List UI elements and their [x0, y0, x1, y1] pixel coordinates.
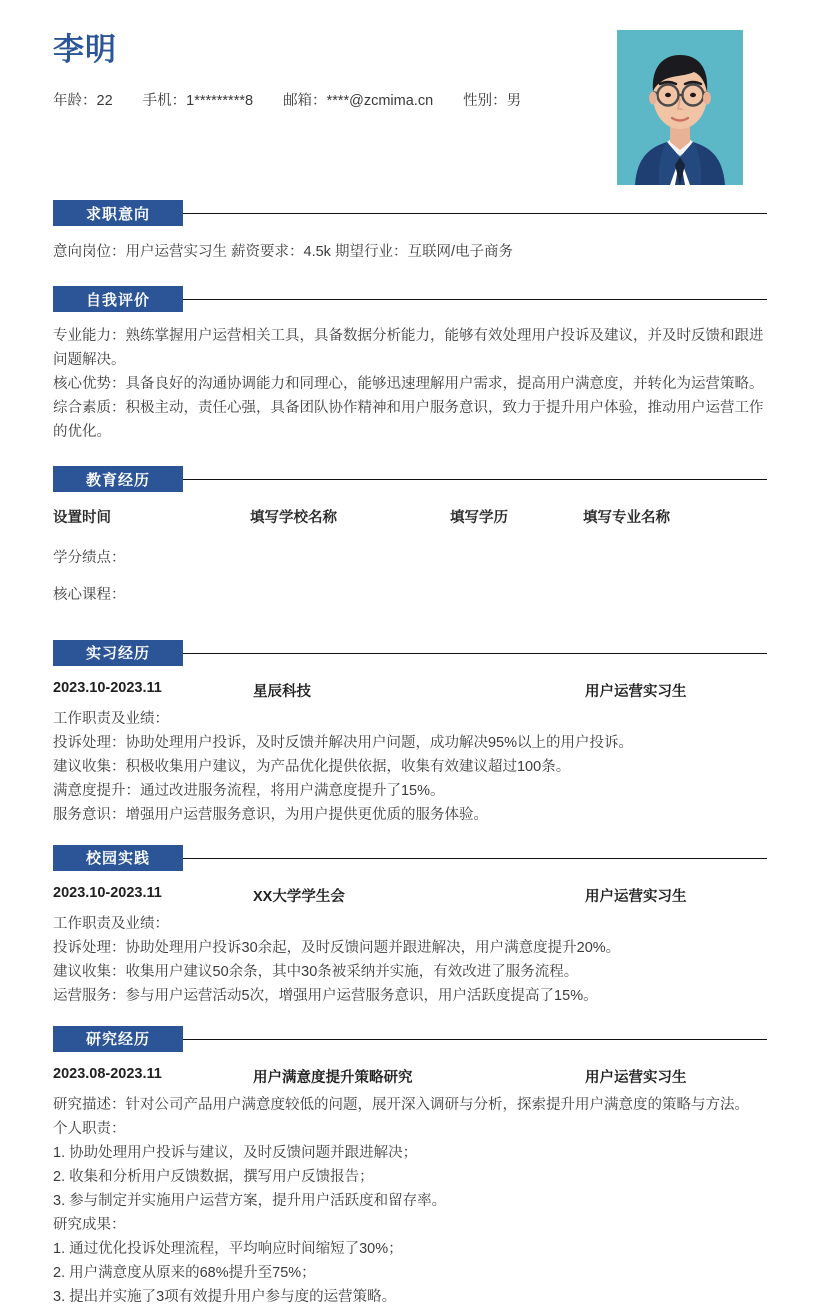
- contact-email: [283, 91, 433, 111]
- objective-body: [53, 240, 767, 264]
- internship-line: 建议收集：积极收集用户建议，为产品优化提供依据，收集有效建议超过100条。: [53, 758, 571, 775]
- research-line: 研究成果：: [53, 1216, 126, 1233]
- contact-phone-value: 1*********8: [186, 93, 254, 109]
- section-rule: [183, 1039, 767, 1040]
- contact-email-label: 邮箱：: [283, 93, 327, 109]
- campus-line: 运营服务：参与用户运营活动5次，增强用户运营服务意识，用户活跃度提高了15%。: [53, 987, 598, 1004]
- internship-entry-row: [53, 680, 767, 703]
- research-line: 研究描述：针对公司产品用户满意度较低的问题，展开深入调研与分析，探索提升用户满意度的策略与方法。: [53, 1096, 749, 1113]
- section-header-campus-practice: [53, 841, 767, 875]
- research-line: 2. 收集和分析用户反馈数据，撰写用户反馈报告；: [53, 1168, 374, 1185]
- section-title-internship: 实习经历: [53, 640, 183, 666]
- research-body: [53, 1093, 767, 1309]
- section-header-education: [53, 462, 767, 496]
- education-column-headers: [53, 506, 767, 528]
- section-header-objective: [53, 196, 767, 230]
- education-col-major: 填写专业名称: [583, 510, 670, 526]
- section-self-evaluation: [53, 282, 767, 444]
- research-line: 3. 提出并实施了3项有效提升用户参与度的运营策略。: [53, 1288, 397, 1305]
- research-entry-row: [53, 1066, 767, 1089]
- research-line: 个人职责：: [53, 1120, 126, 1137]
- contact-email-value: ****@zcmima.cn: [326, 93, 434, 109]
- research-line: 3. 参与制定并实施用户运营方案，提升用户活跃度和留存率。: [53, 1192, 447, 1209]
- page-title: 李明: [53, 32, 117, 67]
- education-courses-label: 核心课程：: [53, 587, 126, 603]
- self-evaluation-line: 专业能力：熟练掌握用户运营相关工具，具备数据分析能力，能够有效处理用户投诉及建议，并及时反馈和跟进问题解决。: [53, 328, 764, 368]
- education-gpa-label: 学分绩点：: [53, 549, 126, 566]
- internship-line: 投诉处理：协助处理用户投诉，及时反馈并解决用户问题，成功解决95%以上的用户投诉。: [53, 734, 634, 751]
- education-details: [53, 547, 767, 608]
- resume-header: [53, 0, 767, 196]
- contact-phone-label: 手机：: [142, 93, 187, 109]
- campus-role: 用户运营实习生: [585, 888, 687, 905]
- section-title-research: 研究经历: [53, 1026, 183, 1052]
- section-title-self-evaluation: 自我评价: [53, 286, 183, 312]
- campus-line: 投诉处理：协助处理用户投诉30余起，及时反馈问题并跟进解决，用户满意度提升20%。: [53, 939, 621, 956]
- campus-entry-row: [53, 885, 767, 908]
- internship-body: [53, 707, 767, 827]
- section-rule: [183, 479, 767, 480]
- objective-line: 意向岗位：用户运营实习生 薪资要求：4.5k 期望行业：互联网/电子商务: [53, 244, 513, 260]
- research-topic: 用户满意度提升策略研究: [253, 1069, 413, 1086]
- campus-date: 2023.10-2023.11: [53, 884, 162, 901]
- section-title-objective: 求职意向: [53, 200, 183, 226]
- section-rule: [183, 653, 767, 654]
- internship-line: 工作职责及业绩：: [53, 710, 169, 727]
- section-objective: [53, 196, 767, 264]
- section-title-education: 教育经历: [53, 466, 183, 492]
- internship-line: 服务意识：增强用户运营服务意识，为用户提供更优质的服务体验。: [53, 806, 488, 823]
- contact-age-label: 年龄：: [53, 93, 97, 109]
- contact-age-value: 22: [96, 93, 113, 109]
- self-evaluation-line: 综合素质：积极主动，责任心强，具备团队协作精神和用户服务意识，致力于提升用户体验，推动用户运营工作的优化。: [53, 400, 764, 440]
- avatar: [617, 30, 743, 185]
- campus-body: [53, 912, 767, 1008]
- education-col-degree: 填写学历: [450, 510, 508, 526]
- research-line: 1. 协助处理用户投诉与建议，及时反馈问题并跟进解决；: [53, 1144, 418, 1161]
- section-header-research: [53, 1022, 767, 1056]
- section-internship: [53, 636, 767, 827]
- section-header-self-evaluation: [53, 282, 767, 316]
- contact-gender: [463, 91, 521, 111]
- internship-line: 满意度提升：通过改进服务流程，将用户满意度提升了15%。: [53, 782, 445, 799]
- section-rule: [183, 213, 767, 214]
- section-rule: [183, 858, 767, 859]
- contact-gender-label: 性别：: [463, 93, 507, 109]
- campus-line: 工作职责及业绩：: [53, 915, 169, 932]
- contact-phone: [143, 91, 253, 111]
- self-evaluation-line: 核心优势：具备良好的沟通协调能力和同理心，能够迅速理解用户需求，提高用户满意度，并转化为运营策略。: [53, 376, 764, 392]
- internship-date: 2023.10-2023.11: [53, 679, 162, 696]
- research-role: 用户运营实习生: [585, 1069, 687, 1086]
- contact-line: [53, 91, 521, 111]
- section-header-internship: [53, 636, 767, 670]
- section-education: [53, 462, 767, 607]
- education-col-time: 设置时间: [53, 510, 111, 526]
- section-title-campus-practice: 校园实践: [53, 845, 183, 871]
- contact-age: [53, 91, 113, 111]
- campus-org: XX大学学生会: [253, 888, 345, 905]
- section-campus-practice: [53, 841, 767, 1008]
- research-date: 2023.08-2023.11: [53, 1065, 162, 1082]
- research-line: 1. 通过优化投诉处理流程，平均响应时间缩短了30%；: [53, 1240, 403, 1257]
- contact-gender-value: 男: [506, 93, 522, 109]
- self-evaluation-body: [53, 324, 767, 444]
- education-col-school: 填写学校名称: [250, 510, 337, 526]
- research-line: 2. 用户满意度从原来的68%提升至75%；: [53, 1264, 316, 1281]
- internship-role: 用户运营实习生: [585, 683, 687, 700]
- section-research: [53, 1022, 767, 1309]
- section-rule: [183, 299, 767, 300]
- internship-org: 星辰科技: [253, 683, 311, 700]
- campus-line: 建议收集：收集用户建议50余条，其中30条被采纳并实施，有效改进了服务流程。: [53, 963, 579, 980]
